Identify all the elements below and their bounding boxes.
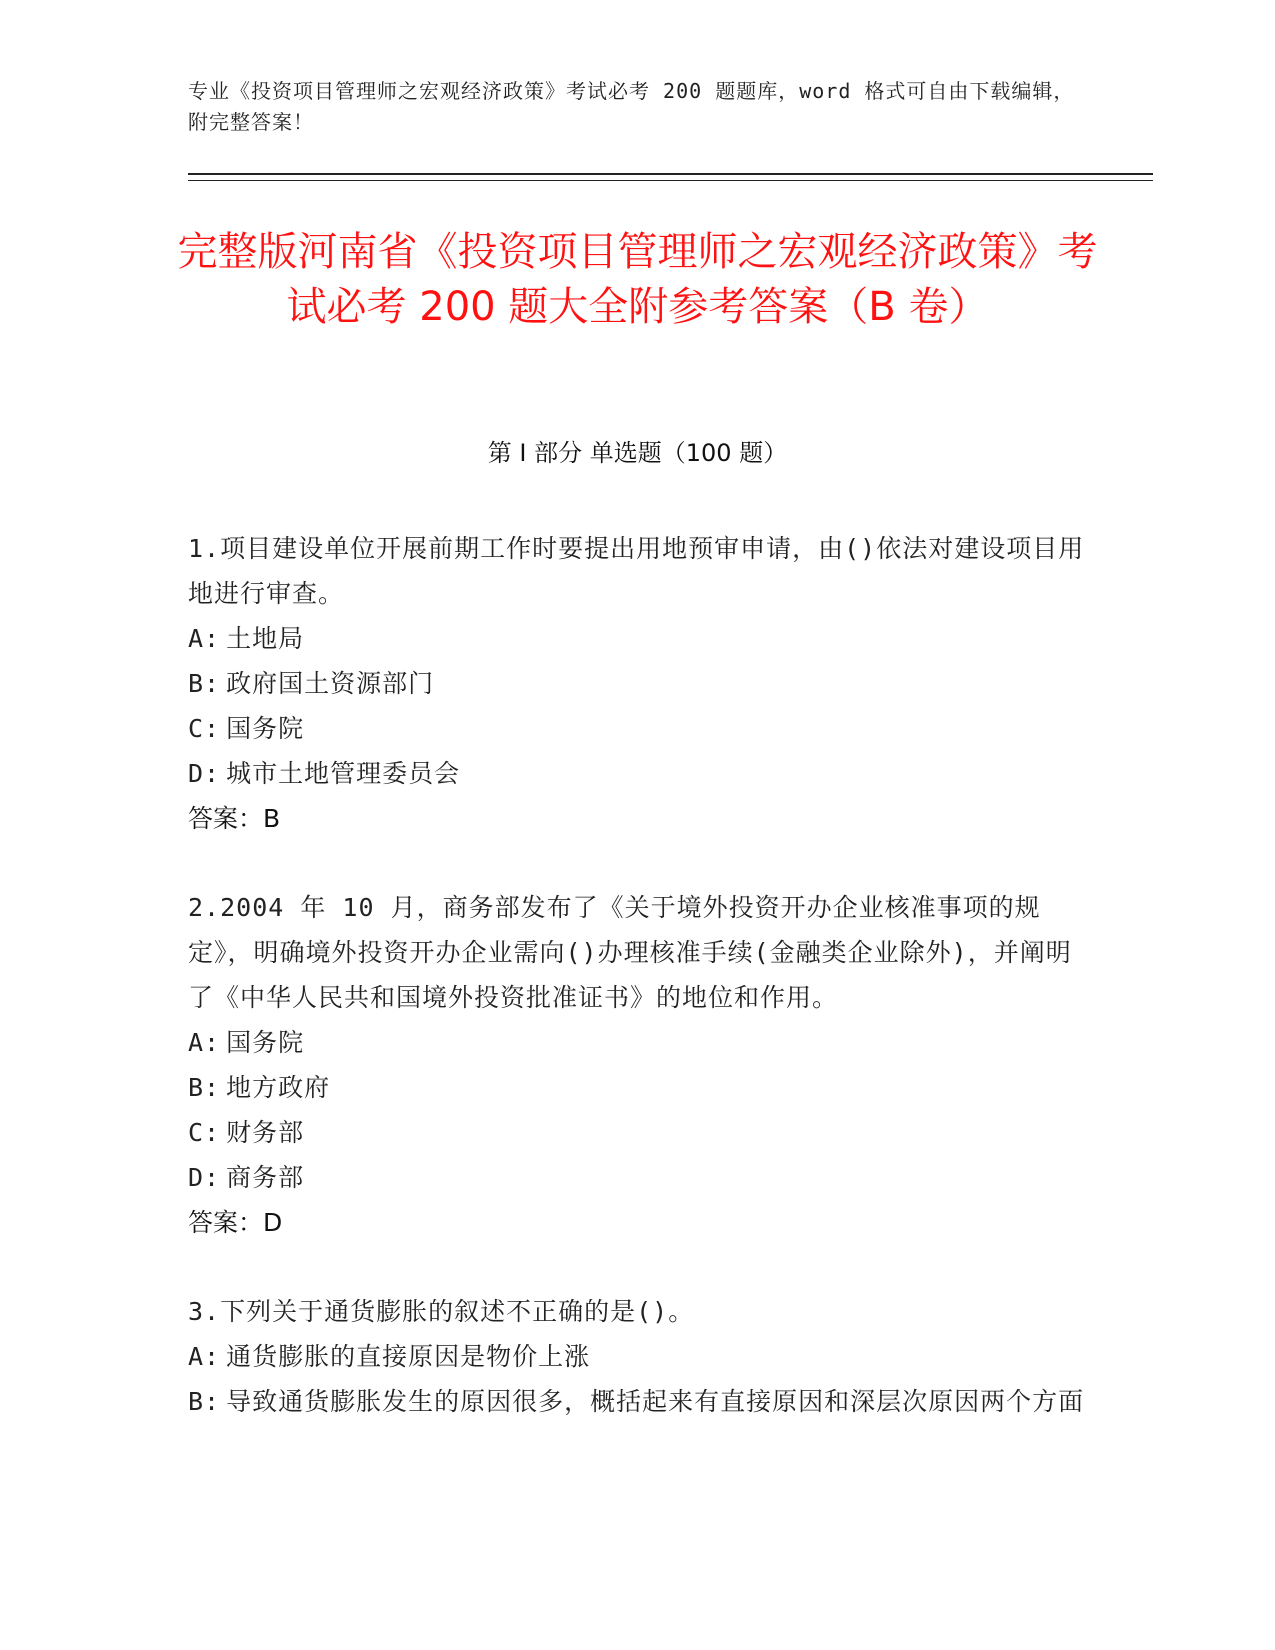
answer-line: 答案：B [188,804,281,833]
header-divider-thick [188,173,1153,175]
option-key: C: [188,714,221,743]
option-d [188,1155,1088,1200]
option-text: 导致通货膨胀发生的原因很多，概括起来有直接原因和深层次原因两个方面 [226,1387,1085,1416]
header-note: 专业《投资项目管理师之宏观经济政策》考试必考 200 题题库，word 格式可自由下载编辑，附完整答案！ [188,79,1075,134]
option-text: 商务部 [226,1163,305,1192]
option-key: D: [188,1163,221,1192]
option-key: B: [188,1387,221,1416]
option-key: B: [188,669,221,698]
option-c [188,1110,1088,1155]
document-title: 完整版河南省《投资项目管理师之宏观经济政策》考试必考 200 题大全附参考答案（B 卷） [177,229,1098,330]
option-key: A: [188,1028,221,1057]
option-b [188,1065,1088,1110]
question-2 [188,885,1088,1245]
option-key: D: [188,759,221,788]
option-key: A: [188,1342,221,1371]
option-text: 财务部 [226,1118,305,1147]
question-stem: 2.2004 年 10 月，商务部发布了《关于境外投资开办企业核准事项的规定》，明确境外投资开办企业需向()办理核准手续(金融类企业除外)，并阐明了《中华人民共和国境外投资批准证书》的地位和作用。 [188,893,1072,1012]
option-key: C: [188,1118,221,1147]
question-1 [188,526,1088,841]
question-list [188,526,1088,1468]
option-text: 地方政府 [226,1073,331,1102]
header-divider-thin [188,180,1153,181]
question-stem: 3.下列关于通货膨胀的叙述不正确的是()。 [188,1297,695,1326]
option-a [188,1334,1088,1379]
answer-line: 答案：D [188,1208,283,1237]
option-text: 政府国土资源部门 [226,669,435,698]
option-text: 城市土地管理委员会 [226,759,461,788]
option-b [188,661,1088,706]
option-b [188,1379,1088,1424]
option-text: 通货膨胀的直接原因是物价上涨 [226,1342,591,1371]
option-c [188,706,1088,751]
question-3 [188,1289,1088,1424]
option-text: 土地局 [226,624,305,653]
option-a [188,616,1088,661]
option-key: A: [188,624,221,653]
option-text: 国务院 [226,714,305,743]
option-key: B: [188,1073,221,1102]
question-stem: 1.项目建设单位开展前期工作时要提出用地预审申请，由()依法对建设项目用地进行审查。 [188,534,1085,608]
section-heading: 第 I 部分 单选题（100 题） [487,439,788,467]
option-text: 国务院 [226,1028,305,1057]
option-d [188,751,1088,796]
option-a [188,1020,1088,1065]
